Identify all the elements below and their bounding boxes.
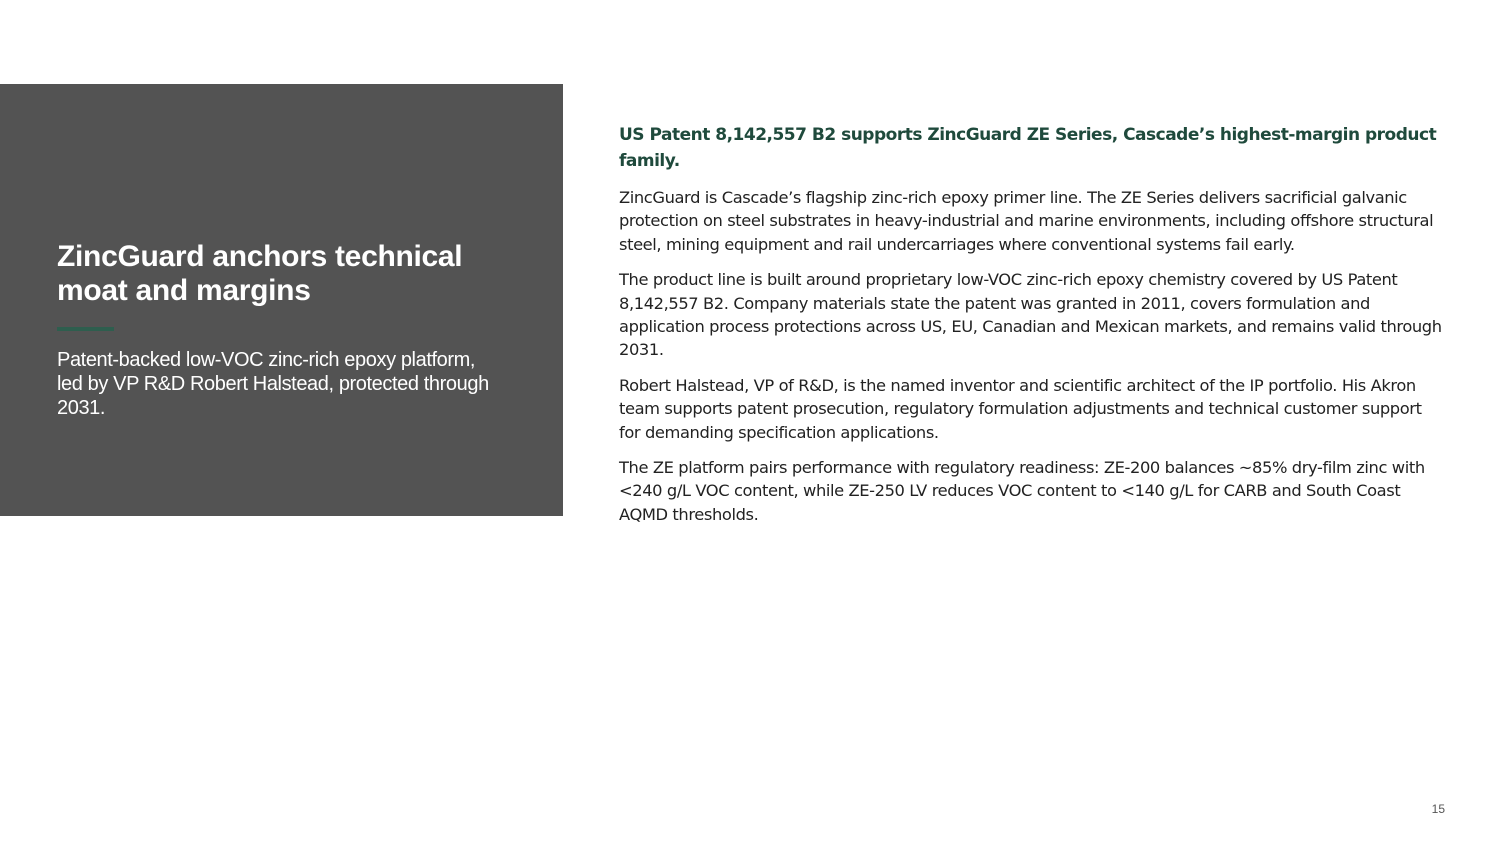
accent-divider xyxy=(57,327,114,331)
body-content xyxy=(619,122,1444,538)
lead-statement: US Patent 8,142,557 B2 supports ZincGuard ZE Series, Cascade’s highest-margin product family. xyxy=(619,125,1437,171)
slide-subtitle: Patent-backed low-VOC zinc-rich epoxy platform, led by VP R&D Robert Halstead, protected through 2031. xyxy=(57,349,489,419)
body-paragraph: ZincGuard is Cascade’s flagship zinc-rich epoxy primer line. The ZE Series delivers sacrificial galvanic protection on steel substrates in heavy-industrial and marine environments, including offshore structural steel, mining equipment and rail undercarriages where conventional systems fail early. xyxy=(619,188,1434,254)
body-paragraph: The product line is built around proprietary low-VOC zinc-rich epoxy chemistry covered by US Patent 8,142,557 B2. Company materials state the patent was granted in 2011, covers formulation and application process protections across US, EU, Canadian and Mexican markets, and remains valid through 2031. xyxy=(619,270,1442,360)
page-number: 15 xyxy=(1431,802,1445,816)
body-paragraph: The ZE platform pairs performance with regulatory readiness: ZE-200 balances ~85% dry-film zinc with <240 g/L VOC content, while ZE-250 LV reduces VOC content to <140 g/L for CARB and South Coast AQMD thresholds. xyxy=(619,458,1425,524)
slide-title: ZincGuard anchors technical moat and margins xyxy=(57,240,463,307)
body-paragraph: Robert Halstead, VP of R&D, is the named inventor and scientific architect of the IP portfolio. His Akron team supports patent prosecution, regulatory formulation adjustments and technical customer support for demanding specification applications. xyxy=(619,375,1422,442)
